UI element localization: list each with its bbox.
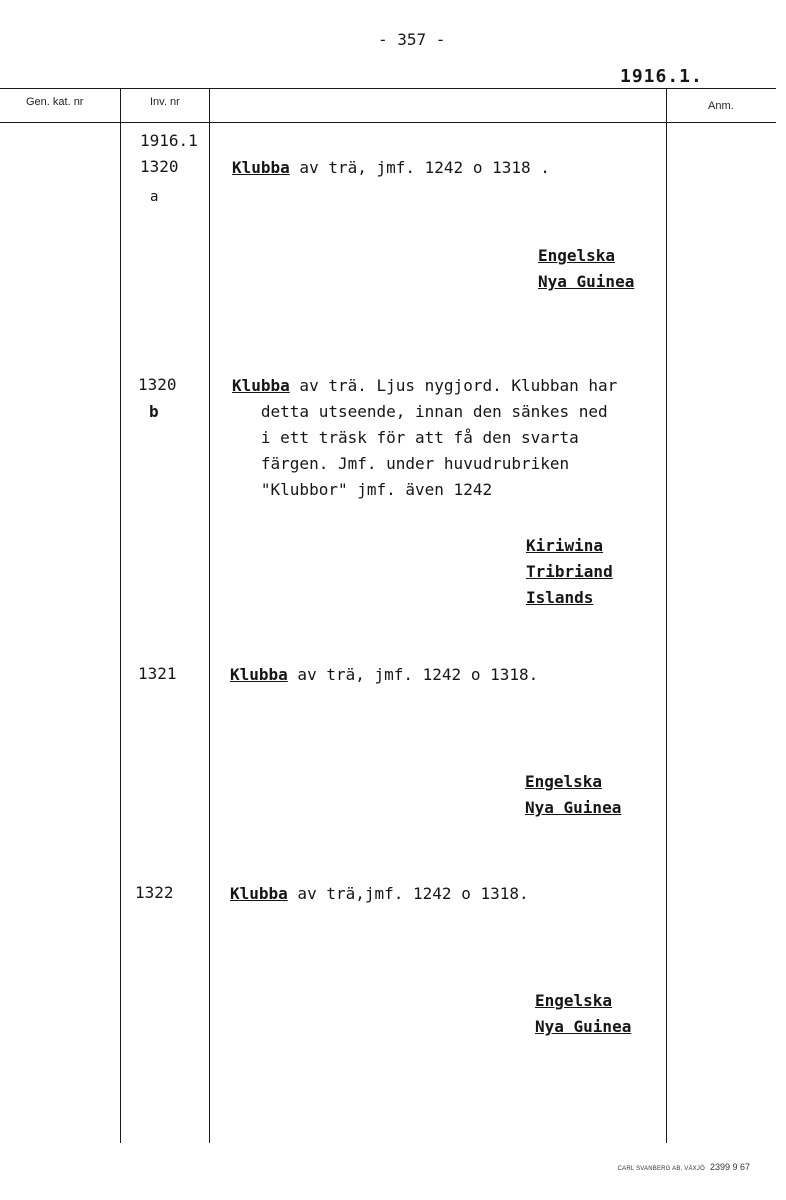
column-header-gen-kat: Gen. kat. nr xyxy=(26,96,84,108)
place-line: Nya Guinea xyxy=(525,798,622,817)
column-divider-gen-inv xyxy=(120,88,121,1143)
place-line: Engelska xyxy=(538,246,616,265)
place-line: Nya Guinea xyxy=(538,272,635,291)
column-divider-desc-anm xyxy=(666,88,667,1143)
place-line: Kiriwina xyxy=(526,536,604,555)
printer-mark xyxy=(618,1162,750,1172)
table-header-rule xyxy=(0,122,776,123)
inv-sub: b xyxy=(149,402,159,421)
inv-number: 1321 xyxy=(138,664,177,683)
place-line: Engelska xyxy=(535,991,613,1010)
column-divider-inv-desc xyxy=(209,88,210,1143)
form-code: 2399 9 67 xyxy=(709,1162,750,1172)
header-code: 1916.1. xyxy=(620,66,703,87)
description-text: av trä. Ljus nygjord. Klubban har xyxy=(289,376,618,395)
place-line: Islands xyxy=(526,588,594,607)
place-line: Engelska xyxy=(525,772,603,791)
place-line: Tribriand xyxy=(526,562,613,581)
place-line: Nya Guinea xyxy=(535,1017,632,1036)
entry-description xyxy=(230,662,538,688)
inv-sub: a xyxy=(150,189,159,205)
description-text: av trä,jmf. 1242 o 1318. xyxy=(287,884,529,903)
description-text: av trä, jmf. 1242 o 1318 . xyxy=(289,158,550,177)
inv-block-header: 1916.1 xyxy=(140,131,198,150)
inv-number: 1320 xyxy=(140,157,179,176)
object-keyword: Klubba xyxy=(232,158,290,177)
column-header-inv: Inv. nr xyxy=(150,96,180,108)
object-keyword: Klubba xyxy=(230,884,288,903)
inv-number: 1320 xyxy=(138,375,177,394)
column-header-anm: Anm. xyxy=(708,100,734,112)
object-keyword: Klubba xyxy=(232,376,290,395)
entry-description xyxy=(232,155,550,181)
entry-description xyxy=(230,881,529,907)
table-top-rule xyxy=(0,88,776,89)
inv-number: 1322 xyxy=(135,883,174,902)
printer-name: CARL SVANBERG AB, VÄXJÖ xyxy=(617,1166,705,1172)
description-text: av trä, jmf. 1242 o 1318. xyxy=(287,665,539,684)
object-keyword: Klubba xyxy=(230,665,288,684)
description-continuation: detta utseende, innan den sänkes ned i ett träsk för att få den svarta färgen. Jmf. under huvudrubriken "Klubbor" jmf. även 1242 xyxy=(260,402,608,499)
page-number: - 357 - xyxy=(378,30,446,49)
entry-description xyxy=(232,373,617,399)
